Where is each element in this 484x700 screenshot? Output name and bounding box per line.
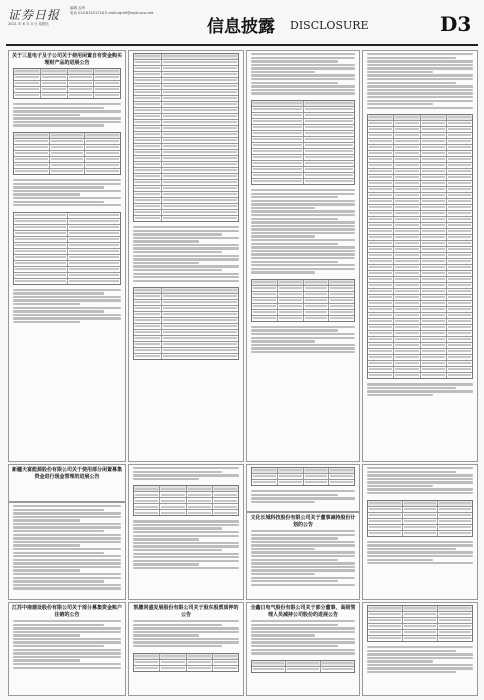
editor-line: 编辑 孟珂 [70,6,86,10]
notice-table [251,660,355,673]
notice-table [251,279,355,322]
notice-table [133,485,239,516]
notice-body [9,503,125,593]
notice-table [133,53,239,222]
notice-block-5 [246,512,360,600]
notice-body [9,618,125,672]
notice-block-2-body [8,502,126,600]
notice-table [251,100,355,185]
notice-body [363,539,477,568]
notice-block-2 [8,464,126,502]
notice-body [247,488,359,506]
section-subtitle: DISCLOSURE [290,19,369,32]
notice-title: 江苏中南建设股份有限公司关于部分募集资金账户注销的公告 [12,605,123,618]
page-number: D3 [440,12,472,36]
notice-body [363,51,477,112]
notice-table [13,68,121,99]
notice-table [13,212,121,285]
notice-table [367,114,473,379]
notice-body [363,465,477,498]
notice-body [129,618,243,651]
notice-block-3 [8,602,126,696]
issue-date: 2021 年 6 月 4 日 星期五 [8,22,50,26]
masthead [0,0,484,46]
notice-title: 凯撒同盛发展股份有限公司关于股东股票质押的公告 [133,605,239,618]
notice-body [363,381,477,399]
notice-block-table-page [128,50,244,462]
notice-body [129,224,243,285]
notice-table [133,653,239,672]
notice-block-table-3 [246,464,360,512]
notice-block-text-page [246,50,360,462]
notice-body [9,177,125,210]
notice-body [129,465,243,483]
notice-block-table-2 [128,464,244,600]
notice-body [247,528,359,589]
notice-title: 文化长城科技股份有限公司关于董事减持股份计划的公告 [250,515,356,528]
notice-body [9,287,125,327]
section-title: 信息披露 [207,17,275,37]
notice-block-right-table [362,50,478,462]
notice-body [129,518,243,572]
newspaper-logo: 证券日报 [8,8,61,22]
notice-table [251,467,355,486]
notice-block-1 [8,50,126,462]
notice-body [247,618,359,658]
notice-body [247,51,359,98]
notice-block-4 [128,602,244,696]
notice-table [133,287,239,360]
notice-title: 新疆天富能源股份有限公司关于使用部分闲置募集资金进行现金管理的进展公告 [12,467,123,480]
notice-title: 全鑫日电气股份有限公司关于部分董事、高级管理人员减持公司股份的进展公告 [250,605,356,618]
notice-table [367,605,473,642]
notice-body [9,101,125,130]
notice-block-table-5 [362,602,478,696]
contact-line: 电话 010-83251716 E-mail:zqrb9@zqrb.sina.net [70,11,154,15]
masthead-rule [6,44,478,46]
notice-block-table-4 [362,464,478,600]
editor-contact [70,6,153,16]
notice-table [13,132,121,175]
notice-body [363,644,477,677]
notice-title: 关于三星电子及子公司关于使用闲置自有资金购买理财产品的进展公告 [12,53,123,66]
notice-block-6 [246,602,360,696]
notice-body [247,187,359,277]
notice-body [247,324,359,357]
notice-table [367,500,473,537]
